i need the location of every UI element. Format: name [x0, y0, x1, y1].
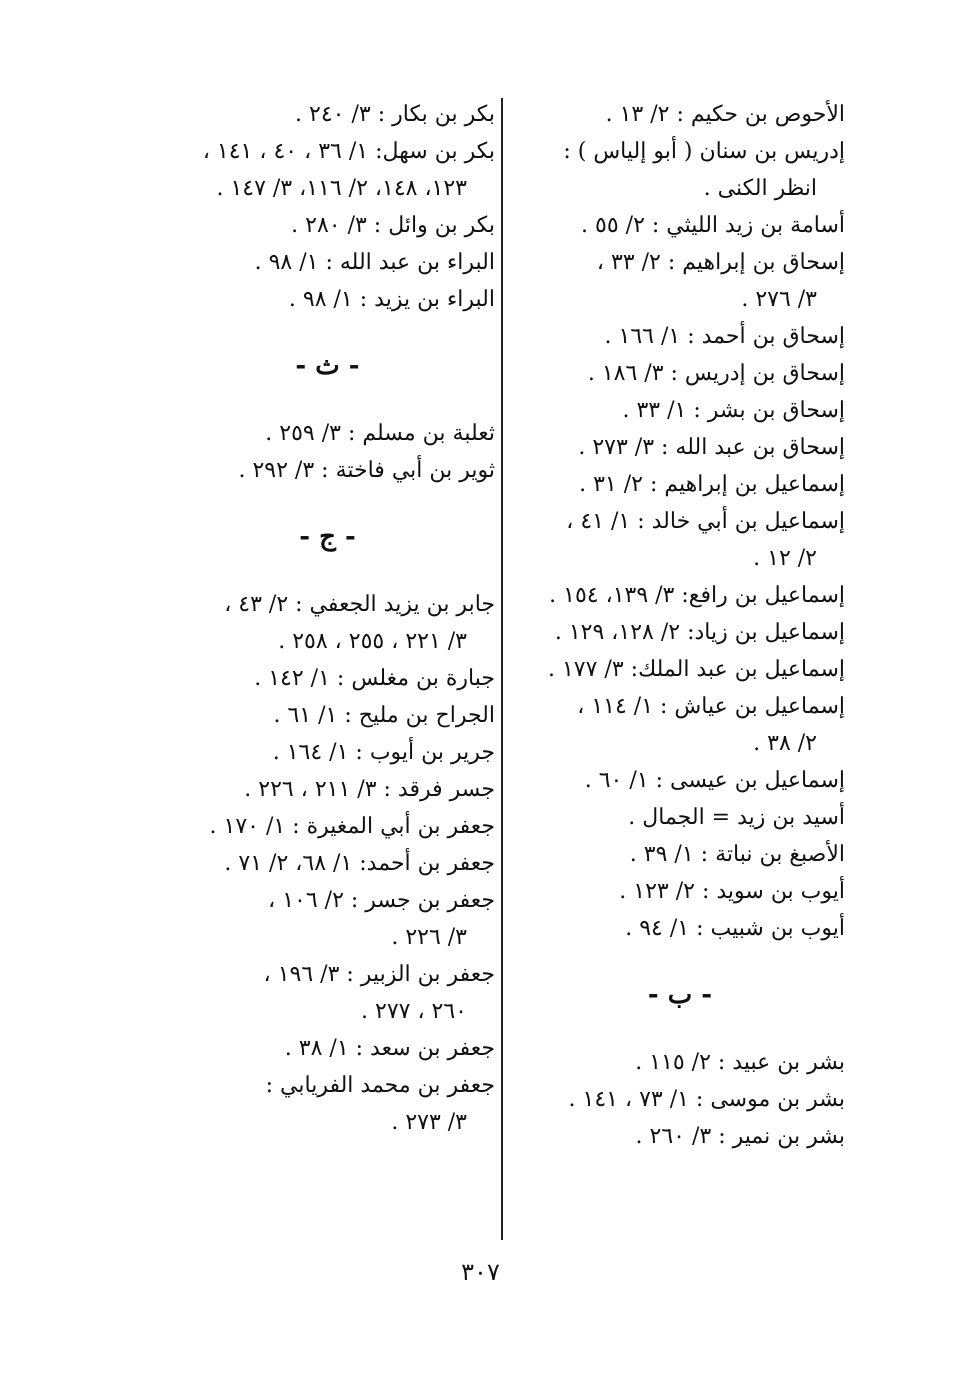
index-entry-continuation: ٣/ ٢٢٦ .	[391, 925, 467, 950]
index-entry: أيوب بن شبيب : ١/ ٩٤ .	[625, 916, 845, 941]
column-divider	[501, 98, 503, 1240]
index-entry-continuation: ١٢٣، ١٤٨، ٢/ ١١٦، ٣/ ١٤٧ .	[216, 176, 467, 201]
index-entry: جعفر بن أحمد: ١/ ٦٨، ٢/ ٧١ .	[224, 851, 495, 876]
index-entry-continuation: انظر الكنى .	[703, 176, 817, 201]
index-entry: جعفر بن أبي المغيرة : ١/ ١٧٠ .	[209, 814, 495, 839]
section-heading-jim: - ج -	[299, 522, 356, 552]
index-entry: جسر فرقد : ٣/ ٢١١ ، ٢٢٦ .	[244, 777, 495, 802]
index-entry: إسماعيل بن عياش : ١/ ١١٤ ،	[577, 694, 845, 719]
index-entry-continuation: ٣/ ٢٢١ ، ٢٥٥ ، ٢٥٨ .	[278, 629, 467, 654]
index-entry: إسحاق بن بشر : ١/ ٣٣ .	[622, 398, 845, 423]
index-entry: بشر بن عبيد : ٢/ ١١٥ .	[635, 1050, 845, 1075]
index-entry: إسماعيل بن عيسى : ١/ ٦٠ .	[584, 768, 845, 793]
index-entry: إسحاق بن أحمد : ١/ ١٦٦ .	[604, 324, 845, 349]
index-entry: إسماعيل بن زياد: ٢/ ١٢٨، ١٢٩ .	[554, 620, 845, 645]
index-entry: أسيد بن زيد = الجمال .	[628, 805, 845, 830]
index-entry: إسحاق بن إبراهيم : ٢/ ٣٣ ،	[596, 250, 845, 275]
index-entry-continuation: ٢٦٠ ، ٢٧٧ .	[361, 999, 467, 1024]
index-entry: أيوب بن سويد : ٢/ ١٢٣ .	[619, 879, 845, 904]
index-entry: بشر بن نمير : ٣/ ٢٦٠ .	[635, 1124, 845, 1149]
index-entry: بكر بن سهل: ١/ ٣٦ ، ٤٠ ، ١٤١ ،	[202, 139, 495, 164]
index-entry: إسماعيل بن رافع: ٣/ ١٣٩، ١٥٤ .	[549, 583, 845, 608]
index-entry: بشر بن موسى : ١/ ٧٣ ، ١٤١ .	[568, 1087, 845, 1112]
index-entry: ثوير بن أبي فاختة : ٣/ ٢٩٢ .	[238, 458, 495, 483]
index-entry: إسماعيل بن إبراهيم : ٢/ ٣١ .	[579, 472, 845, 497]
index-entry: إدريس بن سنان ( أبو إلياس ) :	[563, 139, 845, 164]
index-entry: جابر بن يزيد الجعفي : ٢/ ٤٣ ،	[224, 592, 495, 617]
index-entry-continuation: ٢/ ١٢ .	[753, 546, 817, 571]
page-number: ٣٠٧	[461, 1258, 500, 1286]
index-entry: إسماعيل بن عبد الملك: ٣/ ١٧٧ .	[547, 657, 845, 682]
index-entry: إسماعيل بن أبي خالد : ١/ ٤١ ،	[566, 509, 845, 534]
section-heading-tha: - ث -	[295, 351, 360, 381]
index-entry: إسحاق بن عبد الله : ٣/ ٢٧٣ .	[578, 435, 845, 460]
index-entry-continuation: ٢/ ٣٨ .	[753, 731, 817, 756]
index-entry: جرير بن أيوب : ١/ ١٦٤ .	[272, 740, 495, 765]
index-entry: البراء بن عبد الله : ١/ ٩٨ .	[254, 250, 495, 275]
index-entry: بكر بن وائل : ٣/ ٢٨٠ .	[291, 213, 495, 238]
index-entry: أسامة بن زيد الليثي : ٢/ ٥٥ .	[581, 213, 845, 238]
index-entry-continuation: ٣/ ٢٧٦ .	[741, 287, 817, 312]
index-entry: الأصبغ بن نباتة : ١/ ٣٩ .	[629, 842, 845, 867]
index-entry: جعفر بن جسر : ٢/ ١٠٦ ،	[268, 888, 495, 913]
index-entry: إسحاق بن إدريس : ٣/ ١٨٦ .	[587, 361, 845, 386]
index-column-left	[160, 96, 495, 1141]
index-column-right	[515, 96, 845, 1155]
index-entry: الأحوص بن حكيم : ٢/ ١٣ .	[605, 102, 845, 127]
index-entry-continuation: ٣/ ٢٧٣ .	[391, 1110, 467, 1135]
index-entry: ثعلبة بن مسلم : ٣/ ٢٥٩ .	[265, 421, 495, 446]
index-entry: جعفر بن الزبير : ٣/ ١٩٦ ،	[263, 962, 495, 987]
index-entry: جعفر بن محمد الفريابي :	[265, 1073, 495, 1098]
index-entry: البراء بن يزيد : ١/ ٩٨ .	[288, 287, 495, 312]
section-heading-ba: - ب -	[647, 980, 713, 1010]
index-entry: بكر بن بكار : ٣/ ٢٤٠ .	[295, 102, 495, 127]
index-entry: جعفر بن سعد : ١/ ٣٨ .	[284, 1036, 495, 1061]
index-entry: الجراح بن مليح : ١/ ٦١ .	[273, 703, 495, 728]
index-entry: جبارة بن مغلس : ١/ ١٤٢ .	[254, 666, 495, 691]
